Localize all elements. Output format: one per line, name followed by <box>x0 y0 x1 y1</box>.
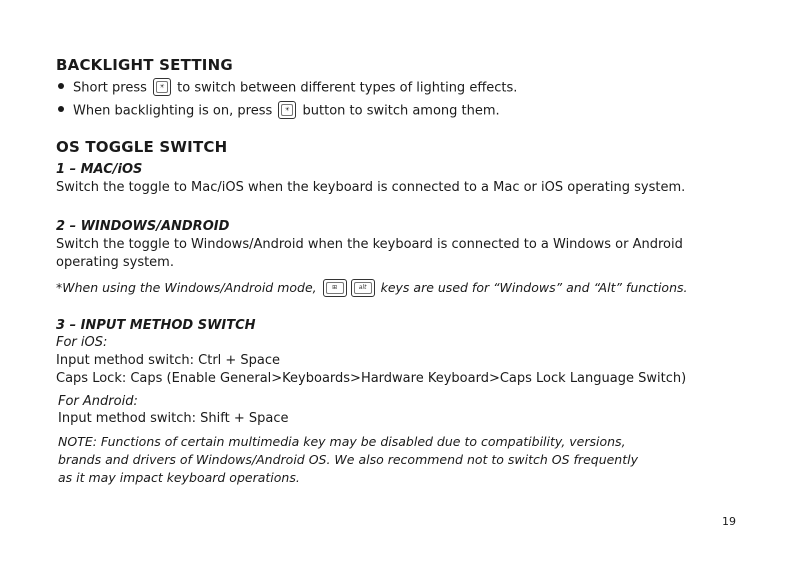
ios-line-1: Input method switch: Ctrl + Space <box>56 353 281 368</box>
ios-label: For iOS: <box>56 335 108 350</box>
bullet-icon <box>58 106 64 112</box>
alt-key-icon: alt <box>351 279 375 297</box>
windows-android-note <box>56 279 687 298</box>
bullet-1-text-before: Short press <box>73 80 147 96</box>
windows-android-title: 2 – WINDOWS/ANDROID <box>56 219 230 234</box>
page-number: 19 <box>722 515 736 528</box>
backlight-heading: BACKLIGHT SETTING <box>56 56 233 74</box>
windows-key-icon: ⊞ <box>323 279 347 297</box>
note-line-3: as it may impact keyboard operations. <box>58 470 300 485</box>
backlight-bullet-2 <box>58 102 500 121</box>
input-method-title: 3 – INPUT METHOD SWITCH <box>56 318 256 333</box>
note-text-after: keys are used for “Windows” and “Alt” functions. <box>380 280 688 295</box>
windows-android-text-2: operating system. <box>56 255 174 270</box>
android-label: For Android: <box>58 394 138 409</box>
ios-line-2: Caps Lock: Caps (Enable General>Keyboards>Hardware Keyboard>Caps Lock Language Switch) <box>56 371 687 386</box>
note-line-2: brands and drivers of Windows/Android OS. We also recommend not to switch OS frequently <box>58 452 639 467</box>
backlight-key-icon: ☀ <box>278 101 296 119</box>
bullet-icon <box>58 83 64 89</box>
note-text-before: *When using the Windows/Android mode, <box>56 280 317 295</box>
mac-ios-text: Switch the toggle to Mac/iOS when the keyboard is connected to a Mac or iOS operating system. <box>56 180 686 195</box>
bullet-1-text-after: to switch between different types of lighting effects. <box>177 80 518 96</box>
windows-android-text-1: Switch the toggle to Windows/Android when the keyboard is connected to a Windows or Android <box>56 237 683 252</box>
android-line-1: Input method switch: Shift + Space <box>58 411 289 426</box>
os-toggle-heading: OS TOGGLE SWITCH <box>56 138 228 156</box>
backlight-bullet-1 <box>58 79 517 98</box>
bullet-2-text-after: button to switch among them. <box>302 103 500 119</box>
mac-ios-title: 1 – MAC/iOS <box>56 162 143 177</box>
note-line-1: NOTE: Functions of certain multimedia key may be disabled due to compatibility, versions, <box>58 434 626 449</box>
bullet-2-text-before: When backlighting is on, press <box>73 103 273 119</box>
backlight-key-icon: ☀ <box>153 78 171 96</box>
